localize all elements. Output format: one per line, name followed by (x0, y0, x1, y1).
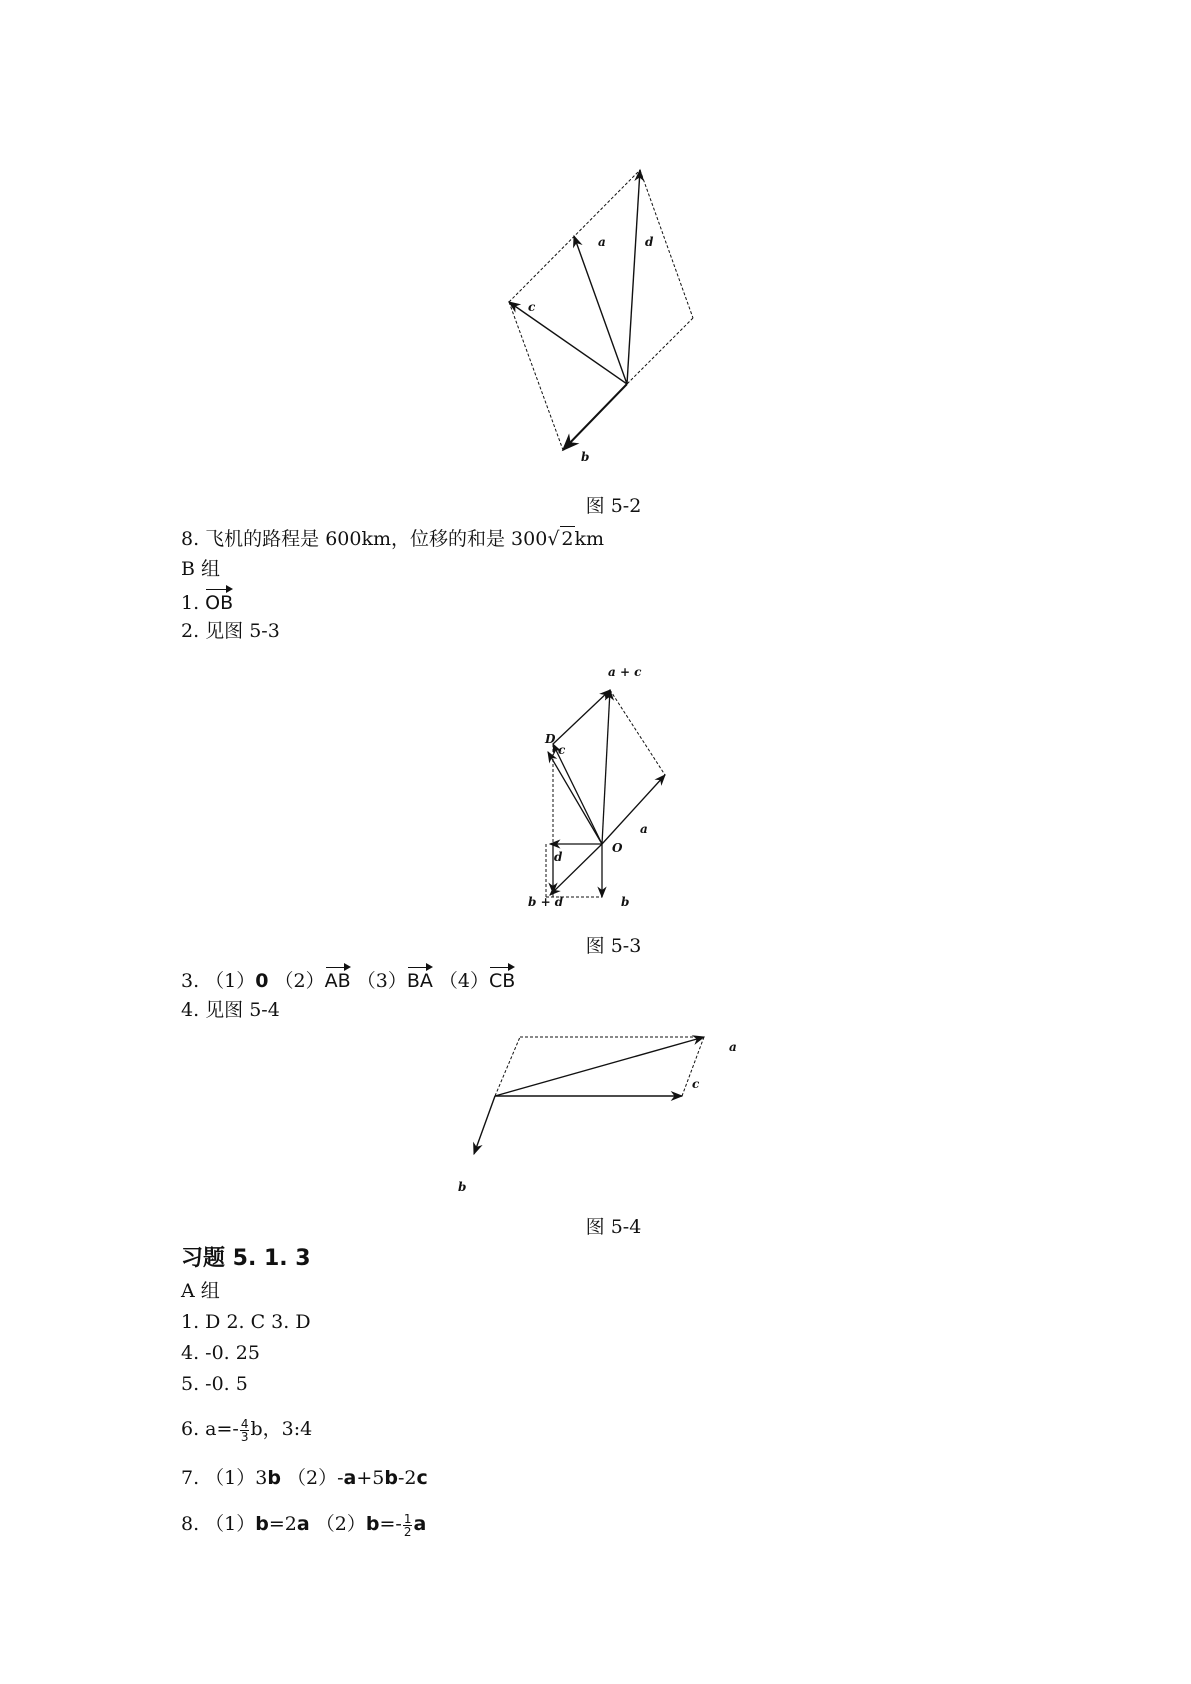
bold-a-2: a (296, 1513, 310, 1535)
answer-b3-t2: （2） (268, 970, 325, 992)
answer-a8-prefix: 8. （1） (181, 1513, 256, 1535)
answer-8-unit: km (574, 528, 605, 550)
answer-8-text: 8. 飞机的路程是 600km，位移的和是 300 (181, 528, 548, 550)
bold-a: a (343, 1467, 357, 1489)
answer-a8-line (181, 1512, 426, 1538)
fig52-label-d: d (645, 235, 654, 249)
answer-b3-t3: （3） (350, 970, 407, 992)
fig53-label-d: d (554, 850, 563, 864)
fraction-4-3 (240, 1418, 250, 1443)
zero-vector: 0 (255, 970, 269, 992)
fig54-label-a: a (729, 1040, 737, 1054)
answer-a4-line: 4. -0. 25 (181, 1342, 260, 1364)
fig54-label-b: b (458, 1180, 467, 1194)
fig53-label-O: O (612, 841, 623, 855)
fig53-label-a-plus-c: a + c (608, 665, 642, 679)
bold-b-3: b (255, 1513, 269, 1535)
bold-c: c (416, 1467, 428, 1489)
answer-a7-mid: （2）- (280, 1467, 344, 1489)
bold-b-4: b (365, 1513, 380, 1535)
fraction-1-2 (403, 1513, 413, 1538)
answer-a7-line (181, 1466, 428, 1490)
answer-a1-line: 1. D 2. C 3. D (181, 1311, 311, 1333)
fig52-label-c: c (528, 300, 536, 314)
answer-a8-eq2: =2 (268, 1513, 297, 1535)
answer-a8-eqneg: =- (379, 1513, 402, 1535)
fraction-numerator: 4 (240, 1416, 249, 1431)
bold-b-2: b (384, 1467, 398, 1489)
fig54-label-c: c (692, 1077, 700, 1091)
answer-a7-plus5: +5 (356, 1467, 385, 1489)
answer-a6-line (181, 1417, 312, 1443)
fig54-vector-b (474, 1096, 495, 1154)
figure-5-2-caption: 图 5-2 (585, 495, 642, 517)
vector-CB: CB (489, 966, 515, 993)
answer-a6-prefix: 6. a=- (181, 1418, 239, 1440)
figure-5-3-caption: 图 5-3 (585, 935, 642, 957)
answer-a7-prefix: 7. （1）3 (181, 1467, 268, 1489)
answer-b1-vector: OB (205, 588, 233, 615)
answer-b3-t4: （4） (432, 970, 490, 992)
answer-b1-prefix: 1. (181, 592, 206, 614)
bold-b: b (267, 1467, 281, 1489)
bold-a-3: a (413, 1513, 427, 1535)
fraction-numerator-2: 1 (403, 1511, 412, 1526)
answer-a5-line: 5. -0. 5 (181, 1373, 248, 1395)
answer-a8-mid: （2） (309, 1513, 366, 1535)
fig53-label-a: a (640, 822, 648, 836)
section-title: 习题 5. 1. 3 (181, 1246, 311, 1271)
answer-b4-line: 4. 见图 5-4 (181, 999, 280, 1021)
fraction-denominator: 3 (240, 1429, 249, 1444)
answer-8-sqrt: 2 (561, 528, 574, 550)
answer-a7-minus2: -2 (397, 1467, 417, 1489)
figure-5-4-caption: 图 5-4 (585, 1216, 642, 1238)
sqrt-symbol: √ (547, 528, 560, 550)
fig53-label-b: b (621, 895, 630, 909)
answer-a6-suffix: b，3:4 (250, 1418, 313, 1440)
fig52-label-b: b (581, 450, 590, 464)
fig53-label-c: c (558, 743, 566, 757)
fig54-vector-a (495, 1037, 704, 1096)
vector-BA: BA (407, 966, 433, 993)
vector-AB: AB (325, 966, 351, 993)
group-a-heading: A 组 (181, 1280, 220, 1302)
group-b-heading: B 组 (181, 558, 221, 580)
answer-b2-line: 2. 见图 5-3 (181, 620, 280, 642)
fig53-label-b-plus-d: b + d (528, 895, 564, 909)
answer-b3-prefix: 3. （1） (181, 970, 256, 992)
fig52-label-a: a (598, 235, 606, 249)
fraction-denominator-2: 2 (403, 1524, 412, 1539)
fig53-label-D: D (545, 732, 556, 746)
